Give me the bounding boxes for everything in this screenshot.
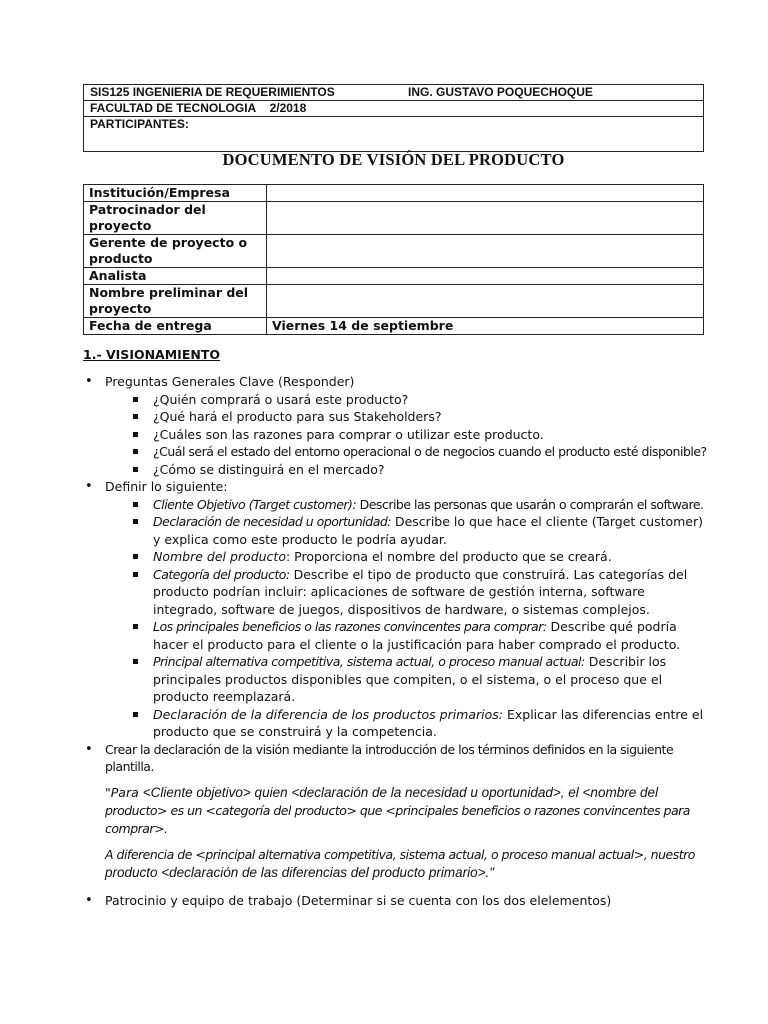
list-subitem: ¿Cuáles son las razones para comprar o utilizar este producto. (83, 426, 713, 444)
info-label: Gerente de proyecto o producto (84, 235, 267, 268)
instructor-name: ING. GUSTAVO POQUECHOQUE (408, 85, 593, 99)
header-table (83, 84, 704, 152)
course-name: SIS125 INGENIERIA DE REQUERIMIENTOS (90, 85, 335, 99)
header-course-row (84, 85, 704, 101)
participants-row (84, 117, 704, 152)
definition-term: Nombre del producto (153, 549, 286, 564)
info-row (84, 285, 704, 318)
faculty-name: FACULTAD DE TECNOLOGIA (90, 101, 257, 115)
list-item: • Patrocinio y equipo de trabajo (Determinar si se cuenta con los dos elelementos) (83, 892, 713, 910)
quote-text: producto <declaración de las diferencias del producto primario>." (105, 864, 495, 880)
section-heading: 1.- VISIONAMIENTO (83, 347, 220, 362)
definition-text: Describe el tipo de producto que construirá. Las categorías del producto podrían incluir: aplicaciones de software de gestión interna, software integrado, software de juegos, dispositivos de hardware, o sistemas complejos. (153, 566, 688, 617)
definition-term: Principal alternativa competitiva, sistema actual, o proceso manual actual: (153, 654, 585, 669)
info-value (267, 285, 704, 318)
info-row (84, 268, 704, 285)
list-item: • Definir lo siguiente: (83, 478, 713, 496)
vision-template-1 (83, 784, 713, 838)
document-title: DOCUMENTO DE VISIÓN DEL PRODUCTO (222, 150, 565, 169)
info-value (267, 235, 704, 268)
info-table (83, 184, 704, 335)
list-subitem: ¿Cómo se distinguirá en el mercado? (83, 461, 713, 479)
info-label: Institución/Empresa (84, 185, 267, 202)
quote-text: <Cliente objetivo> quien <declaración de la necesidad u oportunidad>, el <nombre del (142, 784, 658, 800)
definition-term: Declaración de la diferencia de los productos primarios: (153, 706, 503, 722)
header-faculty-row (84, 101, 704, 117)
definition-term: Declaración de necesidad u oportunidad: (153, 514, 391, 529)
list-subitem (83, 653, 713, 706)
list-subitem: ¿Cuál será el estado del entorno operacional o de negocios cuando el producto esté disponible? (83, 443, 713, 461)
definition-text: Describe lo que hace el cliente (Target customer) y explica como este producto le podría ayudar. (153, 514, 704, 547)
definition-term: Cliente Objetivo (Target customer): (153, 496, 357, 512)
definition-text: Describir los principales productos disponibles que compiten, o el sistema, o el proceso que el producto reemplazará. (153, 654, 667, 704)
list-subitem (83, 618, 713, 653)
spacer (83, 882, 713, 892)
participants-label: PARTICIPANTES: (90, 117, 189, 131)
list-subitem: ¿Qué hará el producto para sus Stakeholders? (83, 408, 713, 426)
info-row (84, 185, 704, 202)
list-item: • Crear la declaración de la visión mediante la introducción de los términos definidos en la siguiente plantilla. (83, 741, 713, 776)
list-item: • Preguntas Generales Clave (Responder) (83, 373, 713, 391)
list-subitem (83, 548, 713, 566)
definition-text: : Proporciona el nombre del producto que se creará. (285, 549, 612, 564)
quote-text: A diferencia de <principal alternativa competitiva, sistema actual, o proceso manual actual>, nuestro (105, 846, 695, 862)
definition-text: Describe las personas que usarán o comprarán el software. (356, 496, 704, 512)
info-value (267, 202, 704, 235)
list-subitem (83, 706, 713, 741)
definition-text: Explicar las diferencias entre el producto que se construirá y la competencia. (153, 706, 704, 739)
definition-term: Los principales beneficios o las razones convincentes para comprar: (153, 619, 547, 634)
info-label: Fecha de entrega (84, 318, 267, 335)
list-subitem: ¿Quién comprará o usará este producto? (83, 391, 713, 409)
definition-text: Describe qué podría hacer el producto para el cliente o la justificación para haber comprado el producto. (153, 619, 681, 652)
definition-term: Categoría del producto: (153, 566, 290, 582)
info-row (84, 202, 704, 235)
info-value (267, 268, 704, 285)
quote-text: producto> es un <categoría del producto> que <principales beneficios o razones convincentes para comprar>. (105, 802, 690, 836)
info-value: Viernes 14 de septiembre (267, 318, 704, 335)
list-subitem (83, 496, 713, 514)
info-label: Nombre preliminar del proyecto (84, 285, 267, 318)
document-body (83, 373, 713, 909)
list-subitem (83, 566, 713, 619)
info-label: Analista (84, 268, 267, 285)
list-subitem (83, 513, 713, 548)
quote-open: "Para (105, 784, 143, 800)
info-row (84, 318, 704, 335)
info-row (84, 235, 704, 268)
vision-template-2 (83, 846, 713, 882)
info-label: Patrocinador del proyecto (84, 202, 267, 235)
info-value (267, 185, 704, 202)
term: 2/2018 (269, 101, 307, 115)
